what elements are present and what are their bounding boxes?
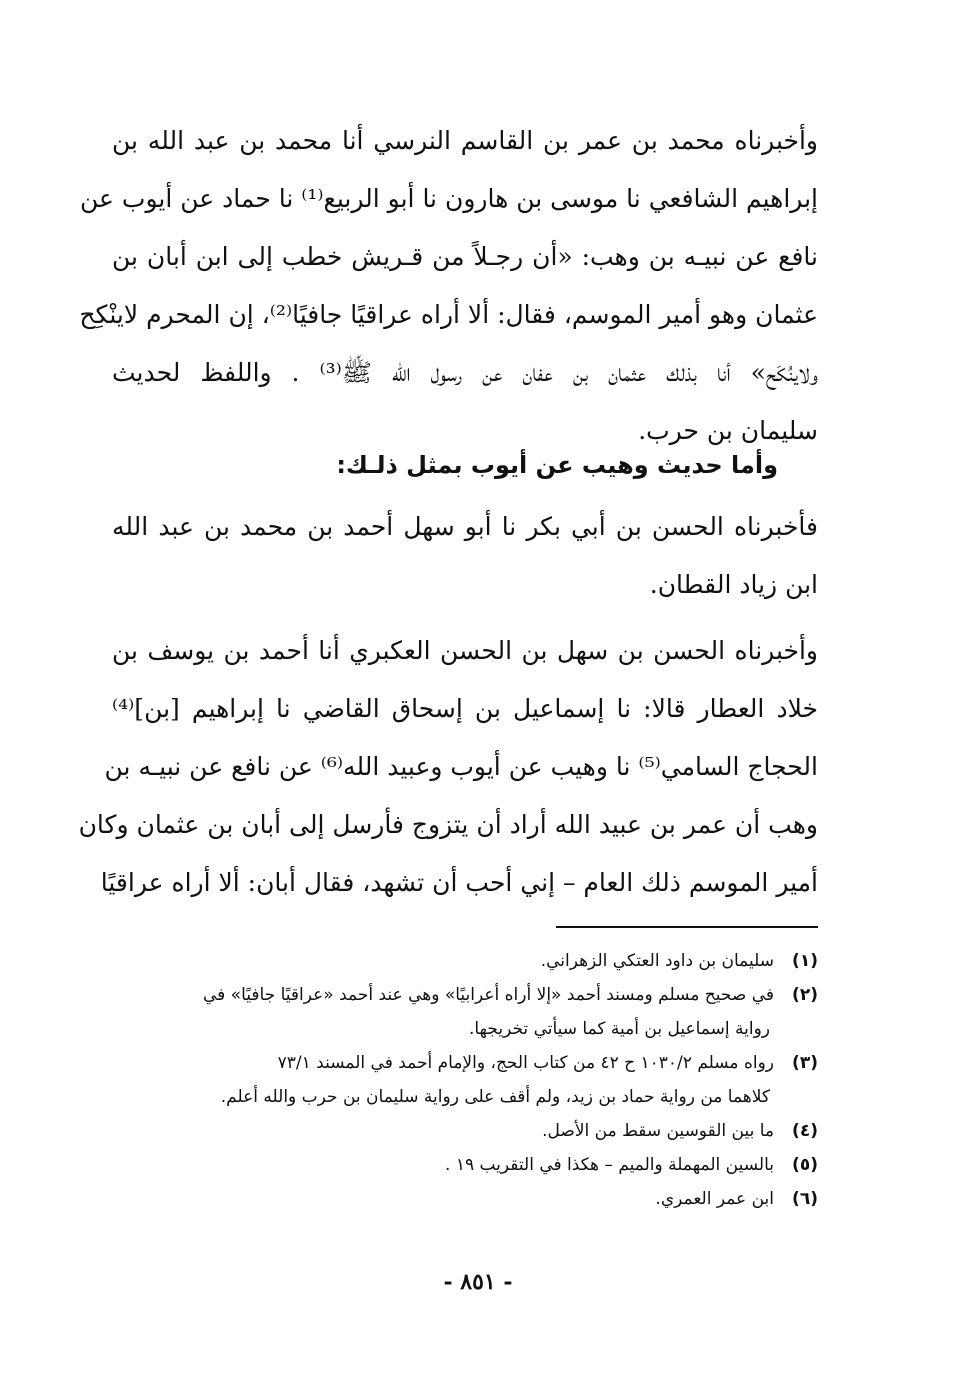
footnote-text: في صحيح مسلم ومسند أحمد «إلا أراه أعرابيًا» وهي عند أحمد «عراقيًا جافيًا» في: [202, 985, 774, 1005]
footnote-text: ما بين القوسين سقط من الأصل.: [542, 1121, 774, 1141]
text-line: أمير الموسم ذلك العام – إني أحب أن تشهد، فقال أبان: ألا أراه عراقيًا: [100, 868, 818, 897]
footnote-number: (٥): [792, 1155, 818, 1175]
footnote-4: [106, 1114, 818, 1148]
text-line: ولاينُكَح» أنا بذلك عثمان بن عفان عن رسول الله ﷺ⁽³⁾ . واللفظ لحديث: [112, 358, 818, 387]
footnote-2-continuation: رواية إسماعيل بن أمية كما سيأتي تخريجها.: [468, 1019, 770, 1039]
text-line: إبراهيم الشافعي نا موسى بن هارون نا أبو الربيع⁽¹⁾ نا حماد عن أيوب عن: [80, 184, 818, 213]
text-line: الحجاج السامي⁽⁵⁾ نا وهيب عن أيوب وعبيد الله⁽⁶⁾ عن نافع عن نبيـه بن: [104, 752, 818, 781]
footnote-3: [106, 1046, 818, 1080]
paragraph-3: [78, 622, 818, 912]
footnote-1: [106, 944, 818, 978]
footnote-divider: [556, 926, 818, 928]
paragraph-1: [79, 112, 818, 460]
section-heading: وأما حديث وهيب عن أيوب بمثل ذلـك:: [336, 451, 778, 479]
footnote-5: [106, 1148, 818, 1182]
footnote-3-continuation: كلاهما من رواية حماد بن زيد، ولم أقف على رواية سليمان بن حرب والله أعلم.: [220, 1087, 770, 1107]
text-line: سليمان بن حرب.: [638, 416, 818, 445]
footnotes: [106, 944, 818, 1216]
footnote-number: (٢): [792, 985, 818, 1005]
footnote-2: [106, 978, 818, 1012]
text-line: فأخبرناه الحسن بن أبي بكر نا أبو سهل أحمد بن محمد بن عبد الله: [112, 512, 818, 541]
footnote-text: سليمان بن داود العتكي الزهراني.: [540, 951, 774, 971]
text-line: ابن زياد القطان.: [649, 570, 818, 599]
footnote-number: (٤): [792, 1121, 818, 1141]
footnote-6: [106, 1182, 818, 1216]
footnote-number: (٣): [792, 1053, 818, 1073]
footnote-number: (١): [792, 951, 818, 971]
text-line: نافع عن نبيـه بن وهب: «أن رجـلاً من قـريش خطب إلى ابن أبان بن: [112, 242, 818, 271]
text-line: خلاد العطار قالا: نا إسماعيل بن إسحاق القاضي نا إبراهيم [بن]⁽⁴⁾: [112, 694, 818, 723]
footnote-text: رواه مسلم ١٠٣٠/٢ ح ٤٢ من كتاب الحج، والإمام أحمد في المسند ٧٣/١: [277, 1053, 774, 1073]
page-number: - ٨٥١ -: [443, 1269, 513, 1295]
text-line: وهب أن عمر بن عبيد الله أراد أن يتزوج فأرسل إلى أبان بن عثمان وكان: [78, 810, 818, 839]
text-line: وأخبرناه محمد بن عمر بن القاسم النرسي أنا محمد بن عبد الله بن: [112, 126, 818, 155]
footnote-number: (٦): [792, 1189, 818, 1209]
text-line: عثمان وهو أمير الموسم، فقال: ألا أراه عراقيًا جافيًا⁽²⁾، إن المحرم لاينْكِح: [79, 300, 818, 329]
text-line: وأخبرناه الحسن بن سهل بن الحسن العكبري أنا أحمد بن يوسف بن: [112, 636, 818, 665]
paragraph-2: [112, 498, 818, 614]
footnote-text: بالسين المهملة والميم – هكذا في التقريب ١٩ .: [445, 1155, 774, 1175]
footnote-text: ابن عمر العمري.: [655, 1189, 774, 1209]
